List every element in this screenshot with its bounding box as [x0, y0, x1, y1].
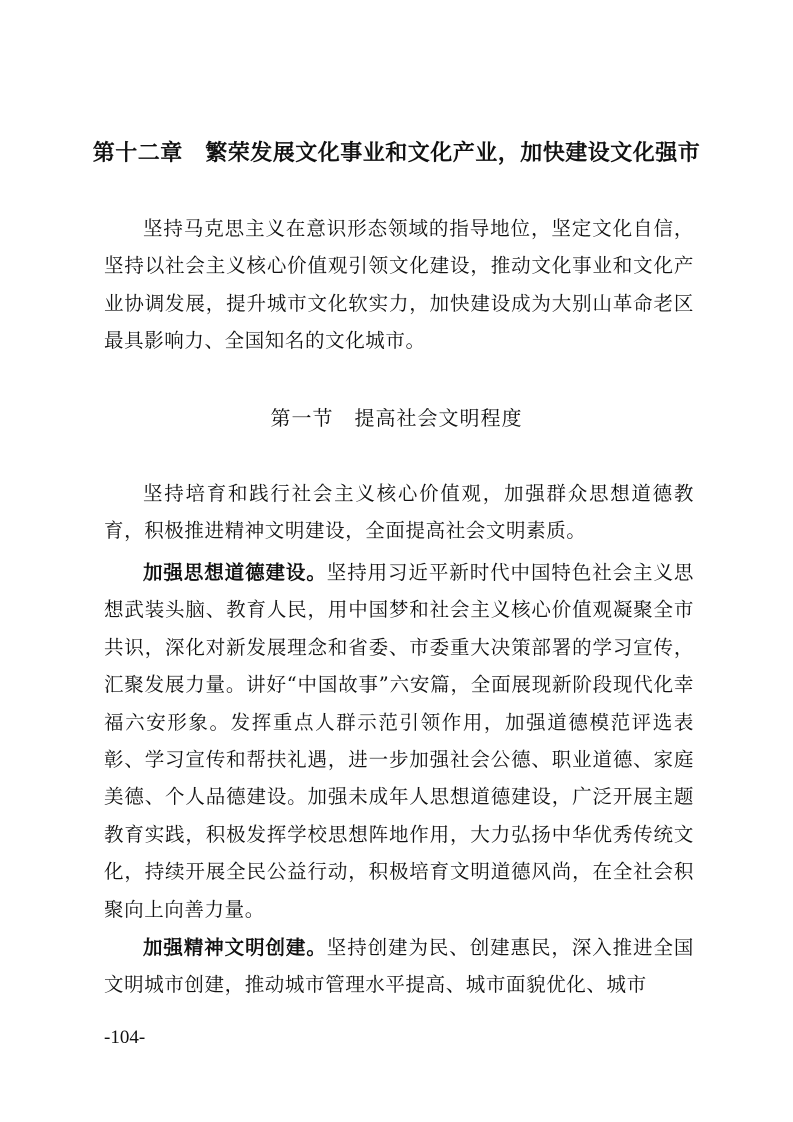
section-intro-paragraph: 坚持培育和践行社会主义核心价值观，加强群众思想道德教育，积极推进精神文明建设，全面提高社会文明素质。	[104, 482, 694, 543]
paragraph-lead: 加强思想道德建设。	[143, 561, 327, 584]
paragraph-moral-construction	[104, 554, 694, 928]
section-title: 第一节 提高社会文明程度	[270, 406, 523, 430]
intro-paragraph: 坚持马克思主义在意识形态领域的指导地位，坚定文化自信，坚持以社会主义核心价值观引领文化建设，推动文化事业和文化产业协调发展，提升城市文化软实力，加快建设成为大别山革命老区最具影响力、全国知名的文化城市。	[104, 217, 694, 353]
paragraph-lead: 加强精神文明创建。	[143, 936, 327, 959]
chapter-title: 第十二章 繁荣发展文化事业和文化产业，加快建设文化强市	[92, 141, 701, 166]
paragraph-body: 坚持用习近平新时代中国特色社会主义思想武装头脑、教育人民，用中国梦和社会主义核心价值观凝聚全市共识，深化对新发展理念和省委、市委重大决策部署的学习宣传，汇聚发展力量。讲好“中国故事”六安篇，全面展现新阶段现代化幸福六安形象。发挥重点人群示范引领作用，加强道德模范评选表彰、学习宣传和帮扶礼遇，进一步加强社会公德、职业道德、家庭美德、个人品德建设。加强未成年人思想道德建设，广泛开展主题教育实践，积极发挥学校思想阵地作用，大力弘扬中华优秀传统文化，持续开展全民公益行动，积极培育文明道德风尚，在全社会积聚向上向善力量。	[104, 561, 694, 921]
paragraph-civilization-creation	[104, 929, 694, 1004]
page-number: -104-	[104, 1027, 146, 1048]
paragraph-body: 坚持创建为民、创建惠民，深入推进全国文明城市创建，推动城市管理水平提高、城市面貌优化、城市	[104, 936, 694, 997]
